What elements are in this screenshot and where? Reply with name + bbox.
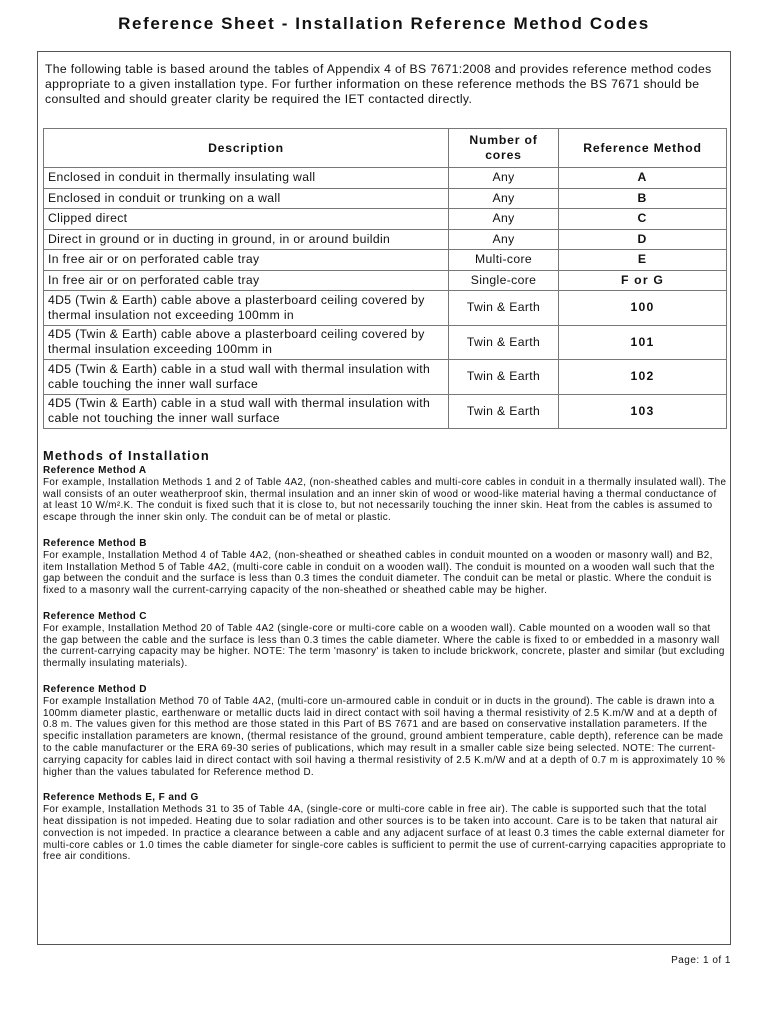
section-title: Reference Methods E, F and G (43, 792, 199, 804)
row-description: 4D5 (Twin & Earth) cable above a plasterboard ceiling covered by thermal insulation exceeding 100mm in (44, 325, 449, 360)
table-row (44, 209, 727, 230)
table-row (44, 188, 727, 209)
page-number: Page: 1 of 1 (671, 955, 731, 966)
row-cores: Single-core (449, 270, 559, 291)
table-row (44, 291, 727, 326)
section-body: For example Installation Method 70 of Table 4A2, (multi-core un-armoured cable in conduit or in ducts in the ground). The cable is drawn into a 100mm diameter plastic, earthenware or metallic ducts laid in direct contact with soil having a thermal resistivity of 2.5 K.m/W and at a depth of 0.8 m. The values given for this method are those stated in this Part of BS 7671 and are based on conservative installation parameters. If the specific installation parameters are known, (thermal resistance of the ground, ground ambient temperature, cable depth), reference can be made to the cable manufacturer or the ERA 69-30 series of publications, which may result in a smaller cable size being selected. NOTE: The current-carrying capacity for cables laid in direct contact with soil having a thermal resistivity of 2.5 K.m/W and at a depth of 0.7 m is approximately 10 % higher than the values tabulated for Reference method D. (43, 695, 726, 778)
section-title: Reference Method A (43, 465, 147, 476)
section-body: For example, Installation Methods 31 to 35 of Table 4A, (single-core or multi-core cable in free air). The cable is supported such that the total heat dissipation is not impeded. Heating due to solar radiation and other sources is to be taken into account. Care is to be taken that natural air convection is not impeded. In practice a clearance between a cable and any adjacent surface of at least 0.3 times the cable external diameter for multi-core cables or 1.0 times the cable diameter for single-core cables is sufficient to permit the use of current-carrying capacities appropriate to free air conditions. (43, 804, 726, 863)
section-body: For example, Installation Method 4 of Table 4A2, (non-sheathed or sheathed cables in conduit mounted on a wooden or masonry wall) and B2, item Installation Method 5 of Table 4A2, (multi-core cable in conduit on a wooden wall). The conduit is mounted on a wooden wall such that the gap between the conduit and the surface is less than 0.3 times the conduit diameter. The conduit can be metal or plastic. Where the conduit is fixed to a masonry wall the current-carrying capacity of the non-sheathed or sheathed cable may be higher. (43, 549, 715, 597)
row-cores: Any (449, 188, 559, 209)
content-frame (37, 51, 731, 945)
row-method: 102 (559, 360, 727, 395)
method-a-section (43, 465, 727, 524)
page-title: Reference Sheet - Installation Reference Method Codes (118, 14, 650, 33)
table-row (44, 168, 727, 189)
row-method: 101 (559, 325, 727, 360)
table-row (44, 394, 727, 429)
row-description: Enclosed in conduit in thermally insulating wall (44, 168, 449, 189)
header-number-of-cores: Number of cores (449, 129, 559, 168)
table-row (44, 250, 727, 271)
row-cores: Any (449, 209, 559, 230)
row-description: Direct in ground or in ducting in ground, in or around buildin (44, 229, 449, 250)
row-cores: Twin & Earth (449, 291, 559, 326)
row-cores: Twin & Earth (449, 394, 559, 429)
row-description: 4D5 (Twin & Earth) cable in a stud wall with thermal insulation with cable touching the inner wall surface (44, 360, 449, 395)
header-description: Description (44, 129, 449, 168)
table-row (44, 360, 727, 395)
row-cores: Twin & Earth (449, 360, 559, 395)
methods-of-installation (43, 448, 727, 877)
table-header-row (44, 129, 727, 168)
row-description: In free air or on perforated cable tray (44, 270, 449, 291)
row-description: Clipped direct (44, 209, 449, 230)
row-method: 103 (559, 394, 727, 429)
row-method: C (559, 209, 727, 230)
row-description: 4D5 (Twin & Earth) cable in a stud wall with thermal insulation with cable not touching the inner wall surface (44, 394, 449, 429)
methods-heading: Methods of Installation (43, 448, 210, 463)
reference-method-table (43, 128, 727, 429)
method-b-section (43, 538, 727, 597)
table-row (44, 325, 727, 360)
section-body: For example, Installation Methods 1 and 2 of Table 4A2, (non-sheathed cables and multi-core cables in conduit in a thermally insulated wall). The wall consists of an outer weatherproof skin, thermal insulation and an inner skin of wood or wood-like material having a thermal conductance of at least 10 W/m².K. The conduit is fixed such that it is close to, but not necessarily touching the inner skin. Heat from the cables is assumed to escape through the inner skin only. The conduit can be of metal or plastic. (43, 476, 727, 524)
row-method: D (559, 229, 727, 250)
row-cores: Any (449, 168, 559, 189)
row-cores: Any (449, 229, 559, 250)
row-method: 100 (559, 291, 727, 326)
row-description: Enclosed in conduit or trunking on a wall (44, 188, 449, 209)
row-cores: Multi-core (449, 250, 559, 271)
row-method: E (559, 250, 727, 271)
method-efg-section (43, 792, 727, 863)
method-c-section (43, 611, 727, 670)
header-reference-method: Reference Method (559, 129, 727, 168)
section-title: Reference Method D (43, 683, 147, 695)
table-row (44, 270, 727, 291)
method-d-section (43, 684, 727, 778)
section-title: Reference Method C (43, 610, 147, 622)
intro-paragraph: The following table is based around the tables of Appendix 4 of BS 7671:2008 and provides reference method codes appropriate to a given installation type. For further information on these reference methods the BS 7671 should be consulted and should greater clarity be required the IET contacted directly. (45, 62, 712, 106)
section-body: For example, Installation Method 20 of Table 4A2 (single-core or multi-core cable on a wooden wall). Cable mounted on a wooden wall so that the gap between the cable and the surface is less than 0.3 times the cable diameter. Where the cable is fixed to or embedded in a masonry wall the current-carrying capacity may be higher. NOTE: The term 'masonry' is taken to include brickwork, concrete, plaster and similar (but excluding thermally insulating materials). (43, 622, 725, 670)
table-row (44, 229, 727, 250)
row-method: B (559, 188, 727, 209)
row-method: F or G (559, 270, 727, 291)
row-method: A (559, 168, 727, 189)
row-description: 4D5 (Twin & Earth) cable above a plasterboard ceiling covered by thermal insulation not exceeding 100mm in (44, 291, 449, 326)
row-cores: Twin & Earth (449, 325, 559, 360)
section-title: Reference Method B (43, 537, 147, 549)
row-description: In free air or on perforated cable tray (44, 250, 449, 271)
